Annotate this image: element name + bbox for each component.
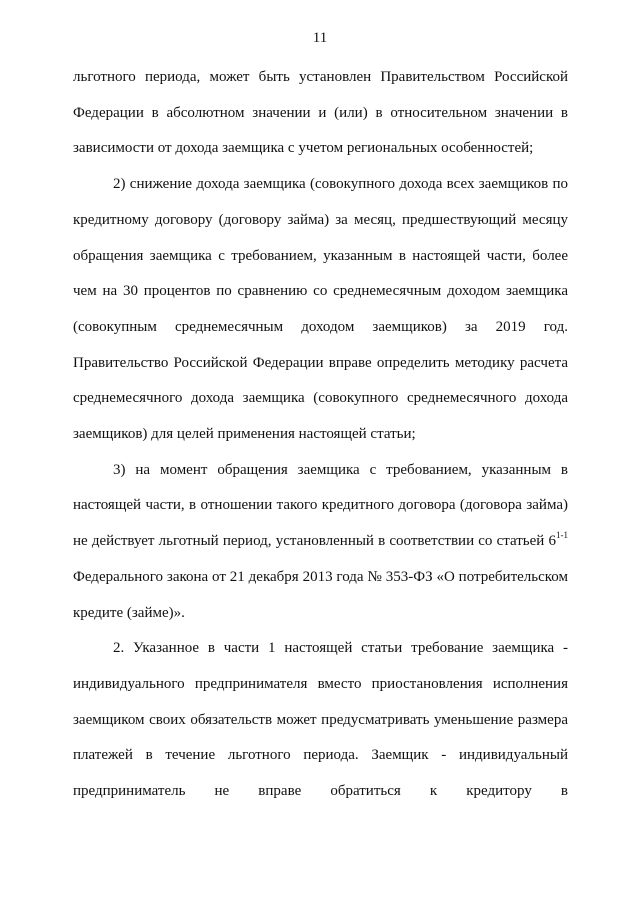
- paragraph-item-2: 2) снижение дохода заемщика (совокупного дохода всех заемщиков по кредитному договору (договору займа) за месяц, предшествующий месяцу обращения заемщика с требованием, указанным в настоящей части, более чем на 30 процентов по сравнению со среднемесячным доходом заемщика (совокупным среднемесячным доходом заемщиков) за 2019 год. Правительство Российской Федерации вправе определить методику расчета среднемесячного дохода заемщика (совокупного среднемесячного дохода заемщиков) для целей применения настоящей статьи;: [73, 176, 568, 443]
- article-number-superscript: 1-1: [556, 530, 569, 541]
- page-number: 11: [312, 30, 328, 46]
- paragraph-item-3-text: 3) на момент обращения заемщика с требованием, указанным в настоящей части, в отношении такого кредитного договора (договора займа) не действует льготный период, установленный в соответствии со статьей: [73, 461, 568, 550]
- document-body: [73, 60, 568, 810]
- paragraph-item-3: [73, 453, 568, 632]
- paragraph-item-3-law-reference: Федерального закона от 21 декабря 2013 года № 353-ФЗ «О потребительском кредите (займе)».: [73, 568, 568, 621]
- paragraph-part-2: 2. Указанное в части 1 настоящей статьи требование заемщика - индивидуального предпринимателя вместо приостановления исполнения заемщиком своих обязательств может предусматривать уменьшение размера платежей в течение льготного периода. Заемщик - индивидуальный предприниматель не вправе обратиться к кредитору в: [73, 640, 568, 800]
- paragraph-continuation: льготного периода, может быть установлен Правительством Российской Федерации в абсолютном значении и (или) в относительном значении в зависимости от дохода заемщика с учетом региональных особенностей;: [73, 69, 568, 157]
- article-number: 6: [548, 533, 557, 550]
